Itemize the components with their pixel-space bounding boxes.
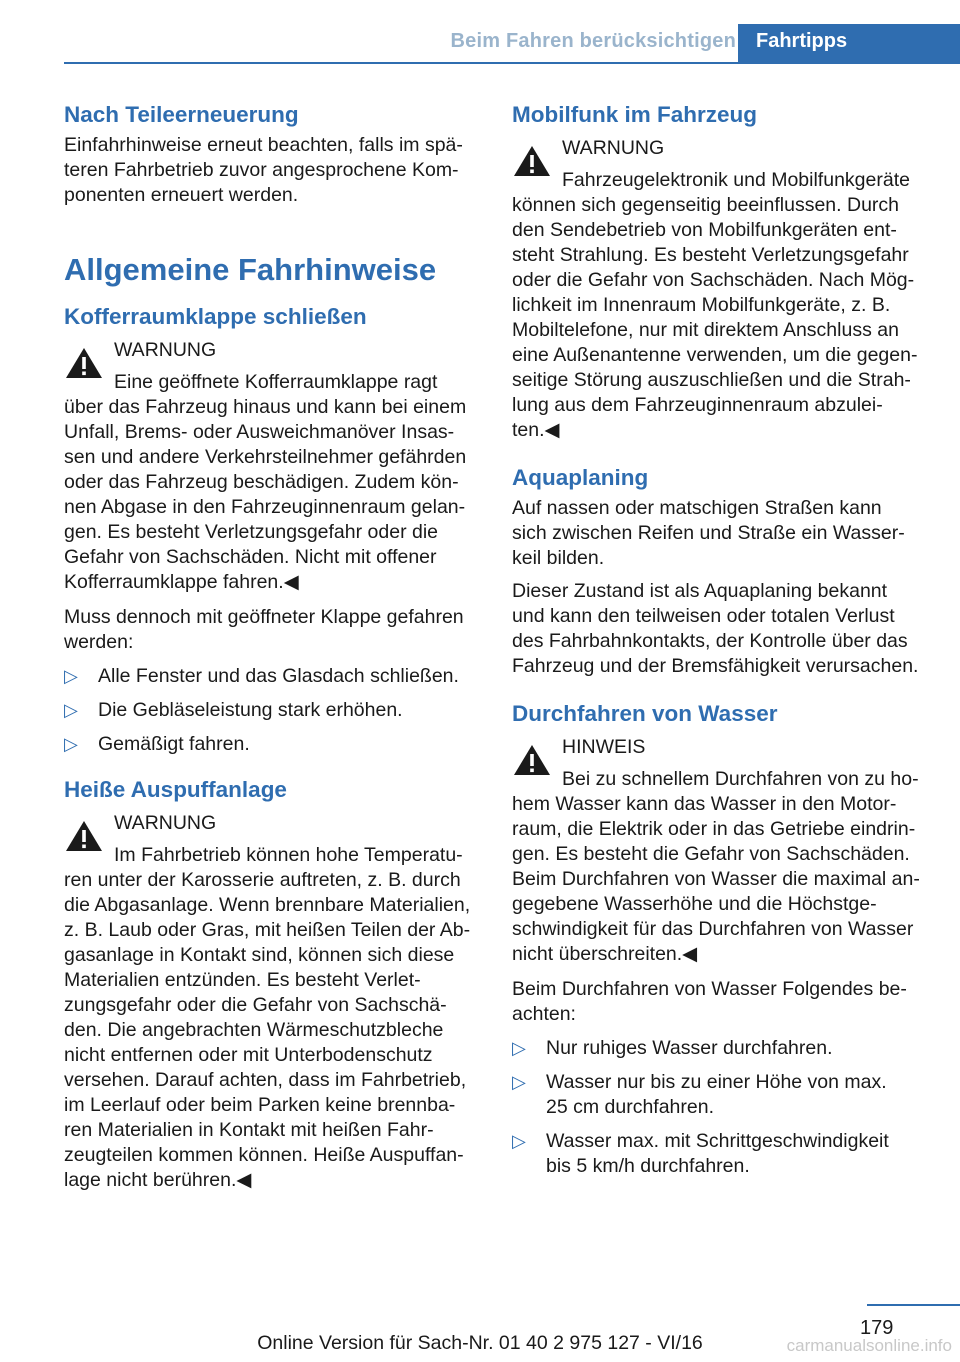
text-line: ren unter der Karosserie auftreten, z. B. durch: [64, 869, 461, 891]
heading-heisse-auspuffanlage: Heiße Auspuffanlage: [64, 777, 287, 802]
watermark: carmanualsonline.info: [786, 1336, 952, 1355]
warning-block-mobilfunk: [512, 136, 926, 443]
text-line: über das Fahrzeug hinaus und kann bei einem: [64, 396, 467, 418]
text-line: Unfall, Brems- oder Ausweichmanöver Insas-: [64, 421, 455, 443]
text-line: teren Fahrbetrieb zuvor angesprochene Kom-: [64, 159, 459, 181]
list-item: [64, 732, 478, 757]
aquaplaning-paragraph-2: [512, 579, 926, 679]
text-line: sich zwischen Reifen und Straße ein Wasser-: [512, 522, 905, 544]
text-line: Gefahr von Sachschäden. Nicht mit offener: [64, 546, 437, 568]
text-line: Einfahrhinweise erneut beachten, falls im spä-: [64, 134, 463, 156]
list-item-text: Wasser nur bis zu einer Höhe von max.: [546, 1071, 887, 1093]
warning-block-auspuff: [64, 811, 478, 1193]
triangle-bullet-icon: ▷: [512, 1131, 526, 1151]
text-line: nicht überschreiten.◀: [512, 943, 698, 965]
text-line: lage nicht berühren.◀: [64, 1169, 252, 1191]
page-header: [64, 24, 960, 62]
text-line: Muss dennoch mit geöffneter Klappe gefahren: [64, 606, 464, 628]
heading-kofferraumklappe: Kofferraumklappe schließen: [64, 304, 367, 329]
notice-block-wasser: [512, 735, 926, 967]
warning-triangle-icon: [512, 743, 552, 777]
triangle-bullet-icon: ▷: [64, 700, 78, 720]
heading-durchfahren-von-wasser: Durchfahren von Wasser: [512, 701, 778, 726]
nach-paragraph: [64, 133, 478, 208]
warning-first-line: Im Fahrbetrieb können hohe Temperatu-: [114, 844, 463, 866]
list-item-text: Gemäßigt fahren.: [98, 733, 250, 755]
text-line: sen und andere Verkehrsteilnehmer gefährden: [64, 446, 467, 468]
text-line: den. Die angebrachten Wärmeschutzbleche: [64, 1019, 444, 1041]
text-line: ten.◀: [512, 419, 560, 441]
wasser-list: [512, 1036, 926, 1179]
footer-rule: [867, 1304, 960, 1306]
text-line: hem Wasser kann das Wasser in den Motor-: [512, 793, 897, 815]
list-item-text: Nur ruhiges Wasser durchfahren.: [546, 1037, 833, 1059]
aquaplaning-paragraph-1: [512, 496, 926, 571]
list-item-text: 25 cm durchfahren.: [546, 1096, 715, 1118]
text-line: Fahrzeug und der Bremsfähigkeit verursachen.: [512, 655, 919, 677]
list-item: [512, 1129, 926, 1179]
left-column: [64, 100, 478, 1193]
text-line: Auf nassen oder matschigen Straßen kann: [512, 497, 882, 519]
warning-triangle-icon: [64, 819, 104, 853]
text-line: die Abgasanlage. Wenn brennbare Materialien,: [64, 894, 471, 916]
header-chapter-tab[interactable]: Fahrtipps: [738, 24, 960, 62]
text-line: schwindigkeit für das Durchfahren von Wasser: [512, 918, 914, 940]
text-line: gasanlage in Kontakt sind, können sich diese: [64, 944, 455, 966]
text-line: nen Abgase in den Fahrzeuginnenraum gelan-: [64, 496, 466, 518]
text-line: Beim Durchfahren von Wasser die maximal an-: [512, 868, 920, 890]
kofferraum-list: [64, 664, 478, 757]
text-line: gen. Es besteht die Gefahr von Sachschäden.: [512, 843, 910, 865]
list-item-text: bis 5 km/h durchfahren.: [546, 1155, 750, 1177]
page-number: 179: [860, 1317, 894, 1339]
text-line: eine Außenantenne verwenden, um die gegen-: [512, 344, 918, 366]
triangle-bullet-icon: ▷: [512, 1072, 526, 1092]
text-line: versehen. Darauf achten, dass im Fahrbetrieb,: [64, 1069, 467, 1091]
warning-triangle-icon: [64, 346, 104, 380]
text-line: seitige Störung auszuschließen und die Strah-: [512, 369, 911, 391]
text-line: zeugteilen kommen können. Heiße Auspuffan-: [64, 1144, 464, 1166]
text-line: gegebene Wasserhöhe und die Höchstge-: [512, 893, 877, 915]
heading-aquaplaning: Aquaplaning: [512, 465, 649, 490]
text-line: können sich gegenseitig beeinflussen. Durch: [512, 194, 900, 216]
text-line: ren Materialien in Kontakt mit heißen Fahr-: [64, 1119, 434, 1141]
heading-nach-teileerneuerung: Nach Teileerneuerung: [64, 102, 299, 127]
text-line: zungsgefahr oder die Gefahr von Sachschä-: [64, 994, 447, 1016]
text-line: oder das Fahrzeug beschädigen. Zudem kön-: [64, 471, 459, 493]
text-line: oder die Gefahr von Sachschäden. Nach Mög-: [512, 269, 915, 291]
text-line: ponenten erneuert werden.: [64, 184, 299, 206]
text-line: achten:: [512, 1003, 576, 1025]
text-line: und kann den teilweisen oder totalen Verlust: [512, 605, 895, 627]
list-item: [512, 1070, 926, 1120]
right-column: [512, 100, 926, 1179]
text-line: im Leerlauf oder beim Parken keine brennba-: [64, 1094, 456, 1116]
warning-block-kofferraum: [64, 338, 478, 595]
wasser-paragraph: [512, 977, 926, 1027]
text-line: Materialien entzünden. Es besteht Verlet-: [64, 969, 421, 991]
text-line: des Fahrbahnkontakts, der Kontrolle über das: [512, 630, 908, 652]
heading-mobilfunk: Mobilfunk im Fahrzeug: [512, 102, 757, 127]
footer-version-text: Online Version für Sach-Nr. 01 40 2 975 127 - VI/16: [257, 1332, 703, 1354]
warning-triangle-icon: [512, 144, 552, 178]
warning-label: WARNUNG: [114, 339, 217, 361]
warning-label: WARNUNG: [114, 812, 217, 834]
list-item-text: Alle Fenster und das Glasdach schließen.: [98, 665, 459, 687]
text-line: lichkeit im Innenraum Mobilfunkgeräte, z. B.: [512, 294, 891, 316]
triangle-bullet-icon: ▷: [64, 666, 78, 686]
text-line: raum, die Elektrik oder in das Getriebe eindrin-: [512, 818, 916, 840]
list-item: [64, 698, 478, 723]
notice-first-line: Bei zu schnellem Durchfahren von zu ho-: [562, 768, 919, 790]
text-line: steht Strahlung. Es besteht Verletzungsgefahr: [512, 244, 909, 266]
notice-label: HINWEIS: [562, 736, 646, 758]
list-item: [512, 1036, 926, 1061]
text-line: den Sendebetrieb von Mobilfunkgeräten ent-: [512, 219, 897, 241]
list-item: [64, 664, 478, 689]
text-line: Mobiltelefone, nur mit direktem Anschluss an: [512, 319, 899, 341]
warning-first-line: Fahrzeugelektronik und Mobilfunkgeräte: [562, 169, 910, 191]
triangle-bullet-icon: ▷: [512, 1038, 526, 1058]
text-line: keil bilden.: [512, 547, 605, 569]
text-line: nicht entfernen oder mit Unterbodenschutz: [64, 1044, 433, 1066]
list-item-text: Die Gebläseleistung stark erhöhen.: [98, 699, 403, 721]
text-line: Dieser Zustand ist als Aquaplaning bekannt: [512, 580, 888, 602]
heading-allgemeine-fahrhinweise: Allgemeine Fahrhinweise: [64, 252, 437, 287]
text-line: gen. Es besteht Verletzungsgefahr oder die: [64, 521, 439, 543]
text-line: z. B. Laub oder Gras, mit heißen Teilen der Ab-: [64, 919, 471, 941]
text-line: werden:: [64, 631, 134, 653]
text-line: Kofferraumklappe fahren.◀: [64, 571, 299, 593]
header-rule: [64, 62, 960, 64]
triangle-bullet-icon: ▷: [64, 734, 78, 754]
header-section-title: Beim Fahren berücksichtigen: [450, 30, 736, 52]
text-line: Beim Durchfahren von Wasser Folgendes be-: [512, 978, 907, 1000]
text-line: lung aus dem Fahrzeuginnenraum abzulei-: [512, 394, 883, 416]
list-item-text: Wasser max. mit Schrittgeschwindigkeit: [546, 1130, 889, 1152]
warning-label: WARNUNG: [562, 137, 665, 159]
warning-first-line: Eine geöffnete Kofferraumklappe ragt: [114, 371, 438, 393]
kofferraum-paragraph: [64, 605, 478, 655]
